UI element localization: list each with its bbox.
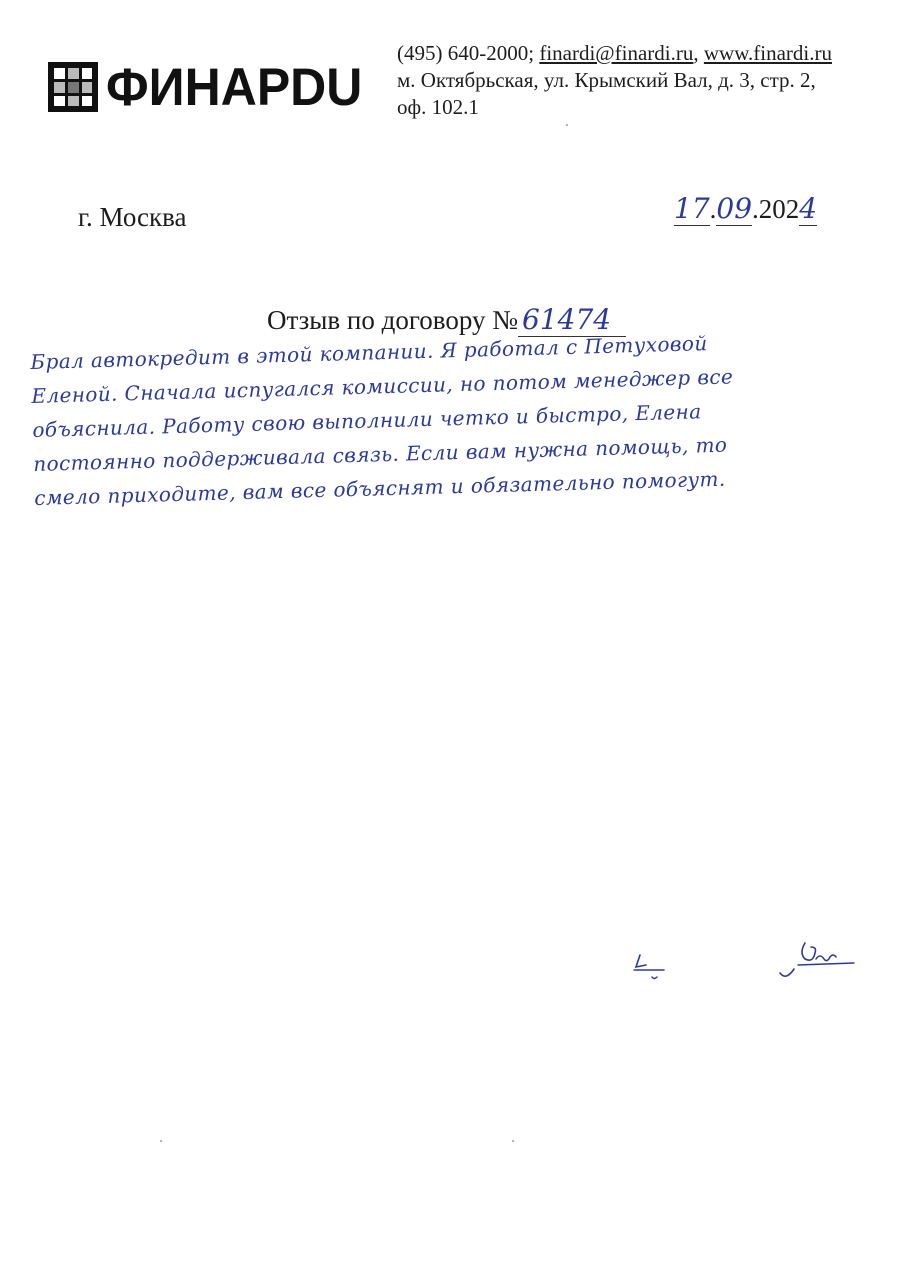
contact-separator: ,: [693, 41, 699, 65]
scan-speck: [160, 1140, 162, 1142]
company-logo: [48, 57, 363, 117]
contract-number: 61474: [518, 303, 626, 337]
email-link[interactable]: finardi@finardi.ru: [539, 41, 694, 65]
address-line-1: м. Октябрьская, ул. Крымский Вал, д. 3, стр. 2,: [397, 68, 816, 92]
date-month: 09: [716, 192, 753, 225]
handwritten-signature: [630, 935, 870, 995]
review-line-5: смело приходите, вам все объяснят и обязательно помогут.: [33, 466, 726, 510]
address-line-2: оф. 102.1: [397, 95, 479, 119]
date-dot: .: [709, 194, 717, 224]
logo-grid-icon: [48, 62, 98, 112]
title-label: Отзыв по договору №: [267, 305, 518, 335]
scan-speck: [512, 1140, 514, 1142]
review-line-2: Еленой. Сначала испугался комиссии, но потом менеджер все: [31, 364, 734, 408]
review-line-1: Брал автокредит в этой компании. Я работал с Петуховой: [30, 331, 708, 374]
review-line-4: постоянно поддерживала связь. Если вам нужна помощь, то: [32, 432, 728, 476]
scan-speck: [566, 124, 568, 126]
date-year-prefix: .202: [752, 194, 800, 224]
city-label: г. Москва: [78, 202, 187, 232]
date-year-digit: 4: [799, 192, 818, 225]
date-day: 17: [674, 192, 710, 225]
contact-line-1: [397, 40, 887, 67]
contact-block: [397, 40, 887, 121]
handwritten-review: [30, 322, 874, 515]
review-line-3: объяснила. Работу свою выполнили четко и быстро, Елена: [32, 399, 702, 442]
phone-number: (495) 640-2000;: [397, 41, 535, 65]
website-link[interactable]: www.finardi.ru: [703, 41, 832, 65]
document-date: [674, 192, 817, 225]
logo-wordmark: ФИНАРDU: [106, 57, 363, 117]
